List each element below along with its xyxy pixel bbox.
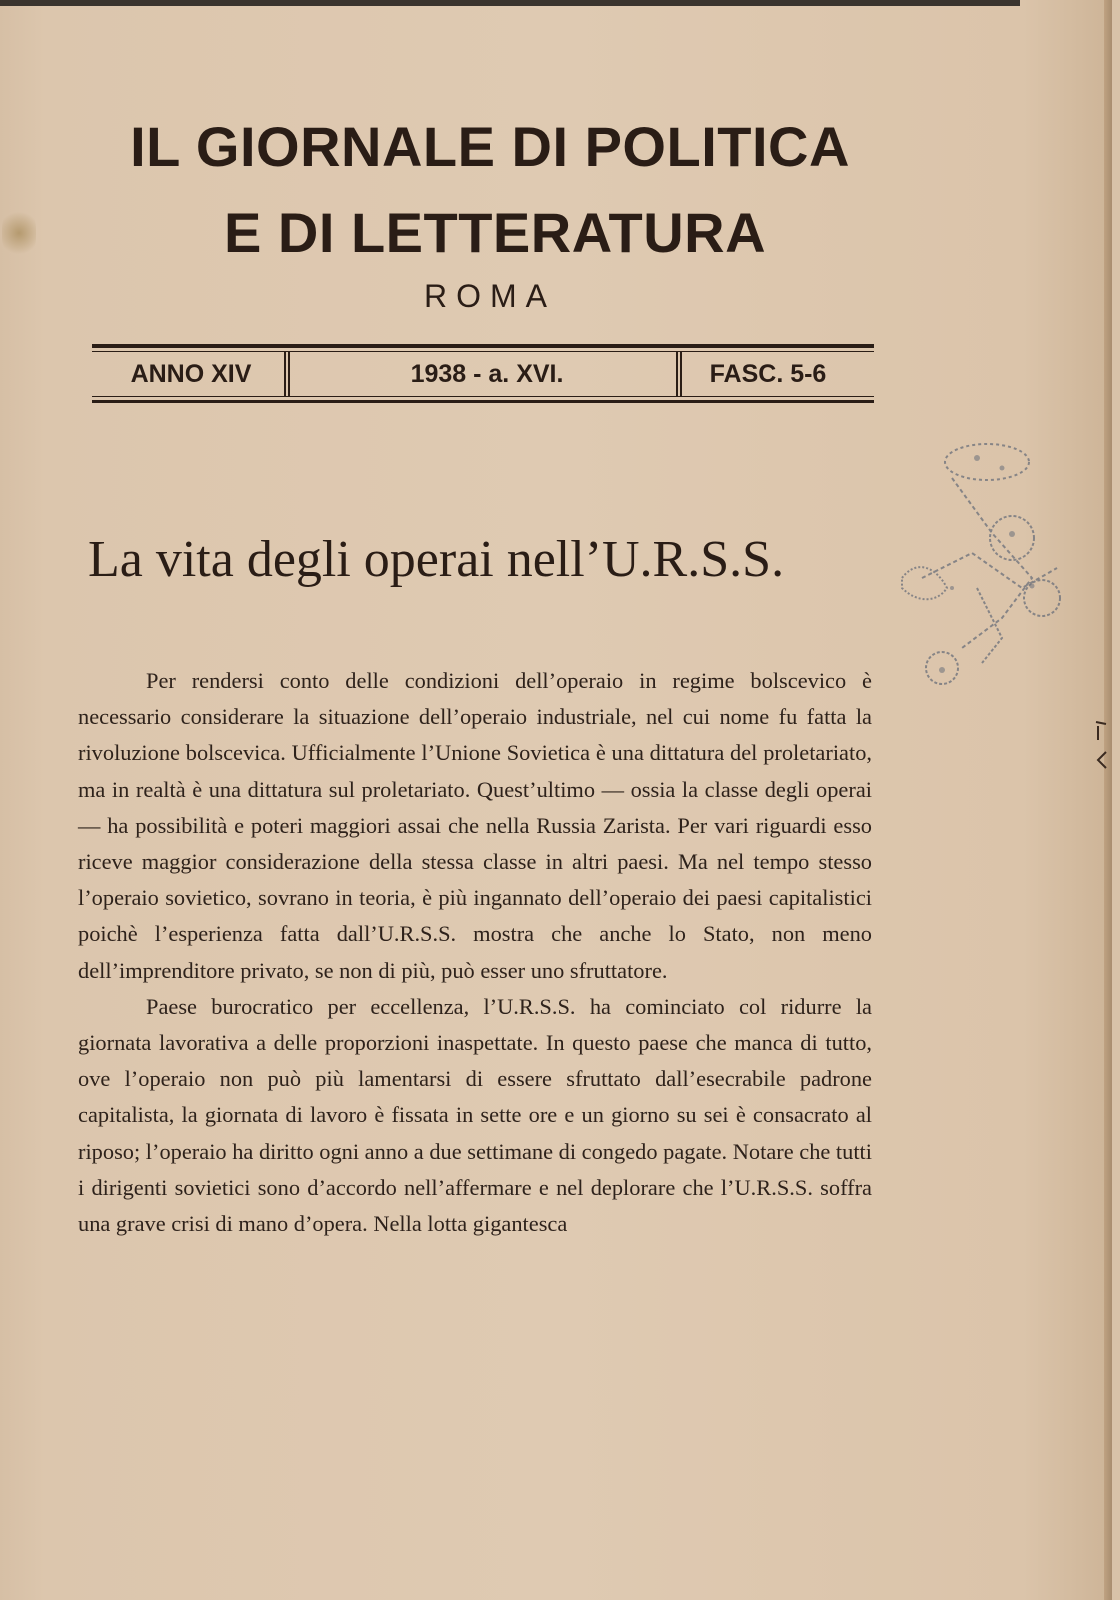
rule bbox=[92, 400, 874, 403]
journal-title-line-2: E DI LETTERATURA bbox=[223, 201, 767, 264]
rule bbox=[92, 344, 874, 348]
article-paragraph-1: Per rendersi conto delle condizioni dell’operaio in regime bolscevico è necessario considerare la situazione dell’operaio industriale, nel cui nome fu fatta la rivoluzione bolscevica. Ufficialmente l’Unione Sovietica è una dittatura del proletariato, ma in realtà è una dittatura sul proletariato. Quest’ultimo — ossia la classe degli operai — ha possibilità e poteri maggiori assai che nella Russia Zarista. Per vari riguardi esso riceve maggior considerazione della stessa classe in altri paesi. Ma nel tempo stesso l’operaio sovietico, sovrano in teoria, è più ingannato dell’operaio dei paesi capitalistici poichè l’esperienza fatta dall’U.R.S.S. mostra che anche lo Stato, non meno dell’imprenditore privato, se non di più, può esser uno sfruttatore. bbox=[78, 668, 872, 983]
issue-date: 1938 - a. XVI. bbox=[410, 360, 564, 388]
paper-stain bbox=[2, 208, 36, 258]
issue-info-bar bbox=[92, 344, 874, 406]
journal-title-line-1: IL GIORNALE DI POLITICA bbox=[130, 115, 850, 178]
rule bbox=[92, 351, 874, 352]
journal-city: ROMA bbox=[424, 278, 556, 314]
scan-right-edge bbox=[1104, 0, 1112, 1600]
scan-top-edge bbox=[0, 0, 1020, 6]
issue-fascicle: FASC. 5-6 bbox=[709, 360, 827, 388]
margin-marks bbox=[1092, 718, 1112, 778]
article-paragraph-2: Paese burocratico per eccellenza, l’U.R.S.S. ha cominciato col ridurre la giornata lavorativa a delle proporzioni inaspettate. In questo paese che manca di tutto, ove l’operaio non può più lamentarsi di essere sfruttato dall’esecrabile padrone capitalista, la giornata di lavoro è fissata in sette ore e un giorno su sei è consacrato al riposo; l’operaio ha diritto ogni anno a due settimane di congedo pagate. Notare che tutti i dirigenti sovietici sono d’accordo nell’affermare e nel deplorare che l’U.R.S.S. soffra una grave crisi di mano d’opera. Nella lotta gigantesca bbox=[78, 993, 873, 1237]
masthead bbox=[60, 104, 920, 315]
divider bbox=[284, 352, 290, 396]
issue-year: ANNO XIV bbox=[130, 360, 252, 388]
rule bbox=[92, 396, 874, 397]
article-title: La vita degli operai nell’U.R.S.S. bbox=[88, 531, 785, 588]
library-stamp-icon bbox=[882, 438, 1072, 698]
article-body bbox=[78, 663, 872, 1242]
